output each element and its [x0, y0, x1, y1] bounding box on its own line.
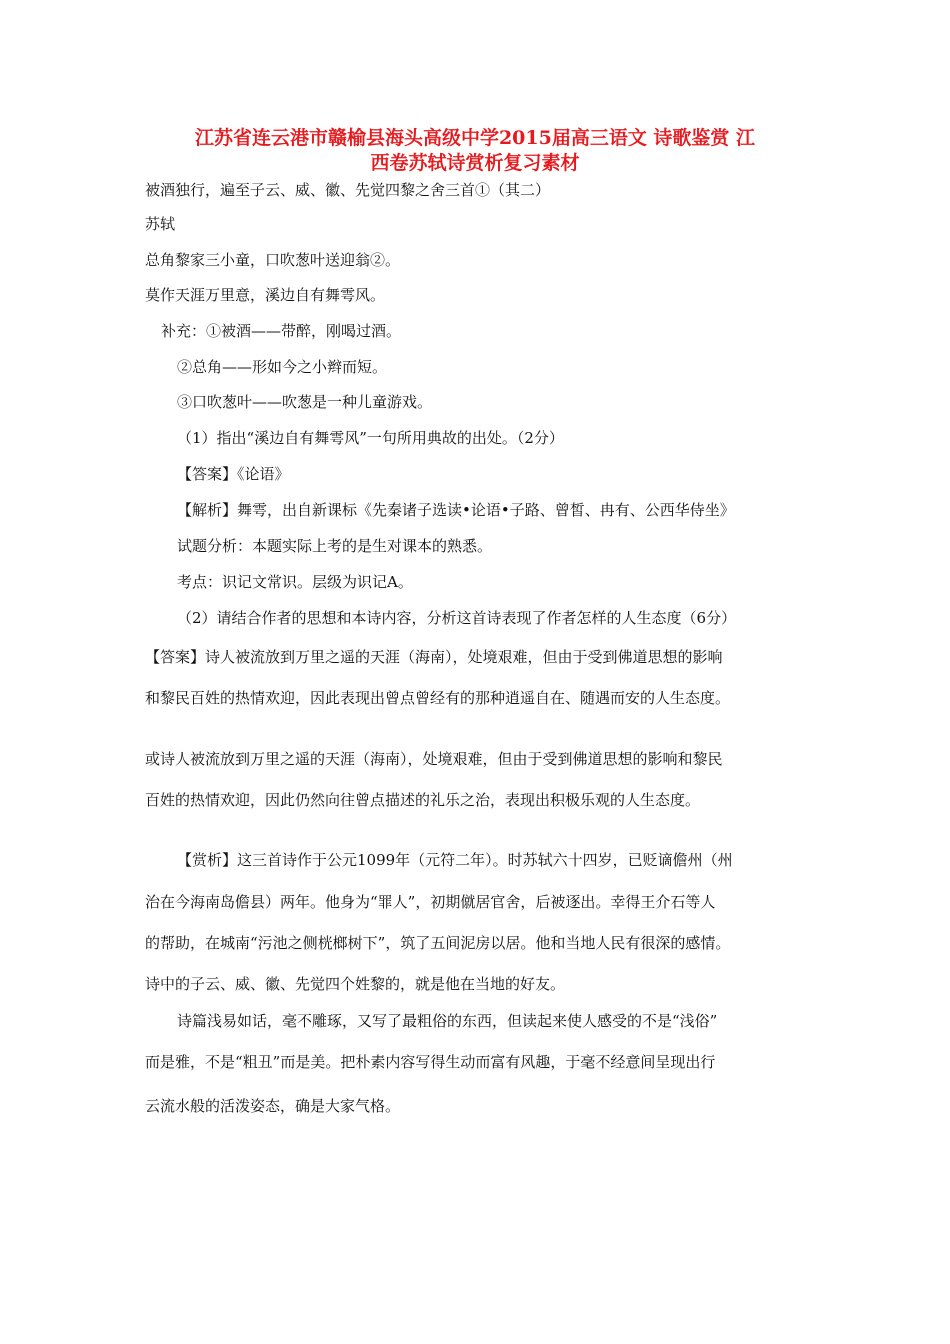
poem-line-1: 总角黎家三小童，口吹葱叶送迎翁②。: [145, 251, 401, 269]
appreciation-paragraph-1-line-2: 治在今海南岛儋县）两年。他身为“罪人”，初期僦居官舍，后被逐出。幸得王介石等人: [145, 893, 716, 911]
question-1-test-analysis: 试题分析：本题实际上考的是生对课本的熟悉。: [177, 537, 493, 555]
note-1: 补充：①被酒——带醉，刚喝过酒。: [161, 322, 402, 340]
appreciation-paragraph-2-line-2: 而是雅，不是“粗丑”而是美。把朴素内容写得生动而富有风趣，于毫不经意间呈现出行: [145, 1053, 716, 1071]
document-title-line-1: 江苏省连云港市赣榆县海头高级中学2015届高三语文 诗歌鉴赏 江: [194, 127, 756, 149]
note-3: ③口吹葱叶——吹葱是一种儿童游戏。: [177, 393, 433, 411]
question-2-answer-line-1: 【答案】诗人被流放到万里之遥的天涯（海南），处境艰难，但由于受到佛道思想的影响: [145, 648, 723, 666]
question-2-alt-answer-line-2: 百姓的热情欢迎，因此仍然向往曾点描述的礼乐之治，表现出积极乐观的人生态度。: [145, 791, 701, 809]
question-2-prompt: （2）请结合作者的思想和本诗内容，分析这首诗表现了作者怎样的人生态度（6分）: [177, 609, 737, 627]
appreciation-paragraph-2-line-1: 诗篇浅易如话，毫不雕琢，又写了最粗俗的东西，但读起来使人感受的不是“浅俗”: [177, 1012, 718, 1030]
appreciation-paragraph-2-line-3: 云流水般的活泼姿态，确是大家气格。: [145, 1097, 401, 1115]
document-title-line-2: 西卷苏轼诗赏析复习素材: [370, 152, 580, 174]
poem-author: 苏轼: [145, 215, 176, 233]
appreciation-paragraph-1-line-3: 的帮助，在城南“污池之侧桄榔树下”，筑了五间泥房以居。他和当地人民有很深的感情。: [145, 934, 731, 952]
question-1-analysis: 【解析】舞雩，出自新课标《先秦诸子选读•论语•子路、曾皙、冉有、公西华侍坐》: [177, 501, 735, 519]
appreciation-paragraph-1-line-4: 诗中的子云、威、徽、先觉四个姓黎的，就是他在当地的好友。: [145, 975, 566, 993]
poem-heading: 被酒独行，遍至子云、威、徽、先觉四黎之舍三首①（其二）: [145, 181, 551, 199]
question-1-key-point: 考点：识记文常识。层级为识记A。: [177, 573, 413, 591]
note-2: ②总角——形如今之小辫而短。: [177, 358, 388, 376]
appreciation-paragraph-1-line-1: 【赏析】这三首诗作于公元1099年（元符二年）。时苏轼六十四岁，已贬谪儋州（州: [177, 851, 733, 869]
question-1-answer: 【答案】《论语》: [177, 465, 290, 483]
question-2-answer-line-2: 和黎民百姓的热情欢迎，因此表现出曾点曾经有的那种逍遥自在、随遇而安的人生态度。: [145, 689, 731, 707]
poem-line-2: 莫作天涯万里意，溪边自有舞雩风。: [145, 286, 386, 304]
question-2-alt-answer-line-1: 或诗人被流放到万里之遥的天涯（海南），处境艰难，但由于受到佛道思想的影响和黎民: [145, 750, 723, 768]
question-1-prompt: （1）指出“溪边自有舞雩风”一句所用典故的出处。（2分）: [177, 429, 564, 447]
